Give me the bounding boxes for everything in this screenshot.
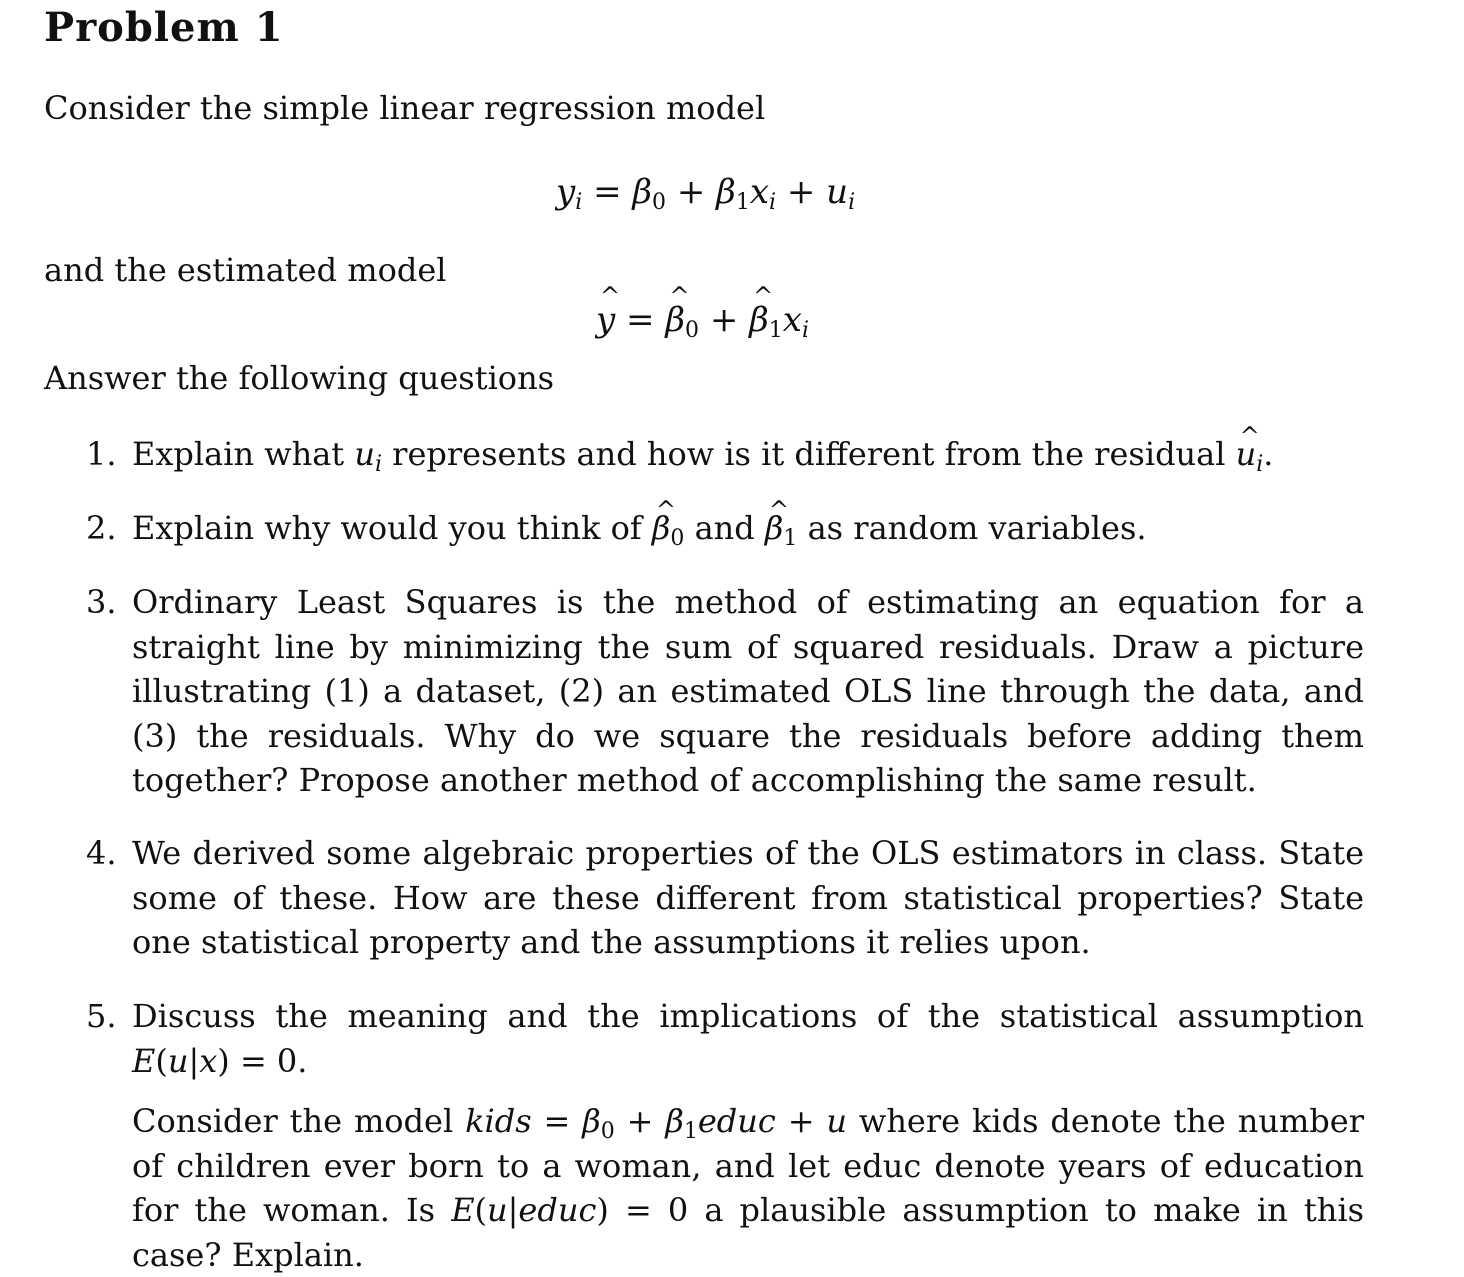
question-2 [86,506,1364,551]
question-text: We derived some algebraic properties of the OLS estimators in class. State some of these. How are these different from statistical properties? State one statistical property and the assumptions it relies upon. [132,834,1364,961]
question-5 [86,994,1364,1277]
question-text: Explain why would you think of ^ $\beta_0$ and ^ $\beta_1$ as random variables. [132,506,1364,551]
question-1 [86,432,1364,477]
question-3 [86,580,1364,803]
intro-answer: Answer the following questions [44,359,555,397]
model-equation [556,172,856,215]
question-text: Discuss the meaning and the implications of the statistical assumption E(u|x) = 0. Consider the model kids = $\beta_0$ + $\beta_1educ + u$ where kids denote the number of children ever born to a woman, and let educ denote years of education for the woman. Is E(u|educ) = 0 a plausible assumption to make in this case? Explain. [132,994,1364,1277]
estimated-equation: ^ y = ^ $\beta_0$ + ^ $\beta_1x_i$ [596,300,809,340]
question-text: Explain what $u_i$ represents and how is it different from the residual ^ $u_i$. [132,432,1364,477]
problem-title: Problem 1 [44,4,284,51]
question-4 [86,831,1364,965]
question-5-followup: Consider the model kids = $\beta_0$ + $\beta_1educ + u$ where kids denote the number of children ever born to a woman, and let educ denote years of education for the woman. Is E(u|educ) = 0 a plausible assumption to make in this case? Explain. [132,1102,1365,1274]
question-number: 3. [86,583,117,621]
question-number: 5. [86,997,117,1035]
question-number: 4. [86,834,117,872]
question-text: Ordinary Least Squares is the method of estimating an equation for a straight line by minimizing the sum of squared residuals. Draw a picture illustrating (1) a dataset, (2) an estimated OLS line through the data, and (3) the residuals. Why do we square the residuals before adding them together? Propose another method of accomplishing the same result. [132,583,1364,799]
question-number: 1. [86,435,117,473]
intro-and-estimated: and the estimated model [44,251,447,289]
question-number: 2. [86,509,117,547]
model-equation-display: $y_i = \beta_0 + \beta_1x_i + u_i$ [556,172,856,215]
intro-consider: Consider the simple linear regression model [44,89,766,127]
